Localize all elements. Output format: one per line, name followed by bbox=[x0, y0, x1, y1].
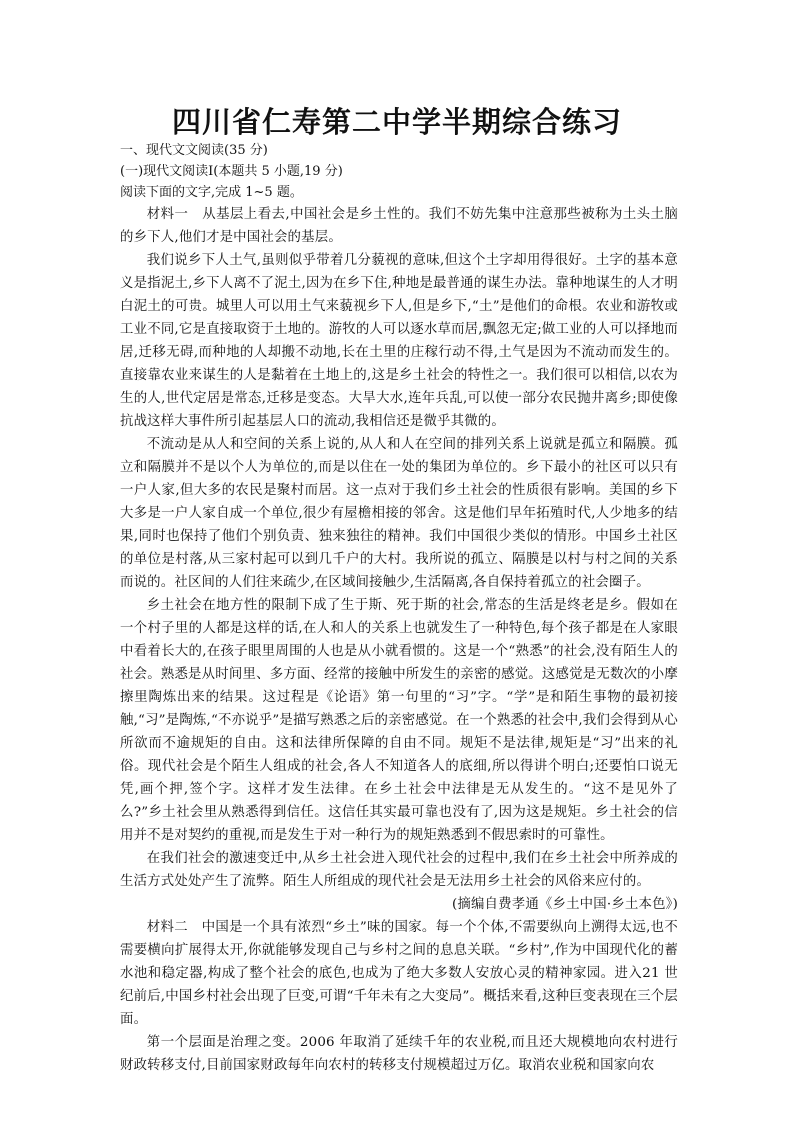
subsection-heading: (一)现代文阅读Ⅰ(本题共 5 小题,19 分) bbox=[120, 164, 343, 179]
paragraph: 乡土社会在地方性的限制下成了生于斯、死于斯的社会,常态的生活是终老是乡。假如在一个村子里的人都是这样的话,在人和人的关系上也就发生了一种特色,每个孩子都是在人家眼中看着长大的,在孩子眼里周围的人也是从小就看惯的。这是一个“熟悉”的社会,没有陌生人的社会。熟悉是从时间里、多方面、经常的接触中所发生的亲密的感觉。这感觉是无数次的小摩擦里陶炼出来的结果。这过程是《论语》第一句里的“习”字。“学”是和陌生事物的最初接触,“习”是陶炼,“不亦说乎”是描写熟悉之后的亲密感觉。在一个熟悉的社会中,我们会得到从心所欲而不逾规矩的自由。这和法律所保障的自由不同。规矩不是法律,规矩是“习”出来的礼俗。现代社会是个陌生人组成的社会,各人不知道各人的底细,所以得讲个明白;还要怕口说无凭,画个押,签个字。这样才发生法律。在乡土社会中法律是无从发生的。“这不是见外了么?”乡土社会里从熟悉得到信任。这信任其实最可靠也没有了,因为这是规矩。乡土社会的信用并不是对契约的重视,而是发生于对一种行为的规矩熟悉到不假思索时的可靠性。 bbox=[120, 598, 678, 843]
paragraph: 材料二 中国是一个具有浓烈“乡土”味的国家。每一个个体,不需要纵向上溯得太远,也不需要横向扩展得太开,你就能够发现自己与乡村之间的息息关联。“乡村”,作为中国现代化的蓄水池和稳定器,构成了整个社会的底色,也成为了绝大多数人安放心灵的精神家园。进入21 世纪前后,中国乡村社会出现了巨变,可谓“千年未有之大变局”。概括来看,这种巨变表现在三个层面。 bbox=[120, 920, 678, 1027]
source-citation: (摘编自费孝通《乡土中国·乡土本色》) bbox=[451, 897, 678, 912]
paragraph: 在我们社会的激速变迁中,从乡土社会进入现代社会的过程中,我们在乡土社会中所养成的生活方式处处产生了流弊。陌生人所组成的现代社会是无法用乡土社会的风俗来应付的。 bbox=[120, 851, 678, 889]
reading-instruction: 阅读下面的文字,完成 1~5 题。 bbox=[120, 185, 303, 200]
paragraph: 第一个层面是治理之变。2006 年取消了延续千年的农业税,而且还大规模地向农村进行财政转移支付,目前国家财政每年向农村的转移支付规模超过万亿。取消农业税和国家向农 bbox=[120, 1035, 678, 1073]
page-title: 四川省仁寿第二中学半期综合练习 bbox=[171, 105, 622, 139]
article-body bbox=[120, 203, 678, 1077]
paragraph: 材料一 从基层上看去,中国社会是乡土性的。我们不妨先集中注意那些被称为土头土脑的乡下人,他们才是中国社会的基层。 bbox=[120, 207, 678, 245]
paragraph: 不流动是从人和空间的关系上说的,从人和人在空间的排列关系上说就是孤立和隔膜。孤立和隔膜并不是以个人为单位的,而是以住在一处的集团为单位的。乡下最小的社区可以只有一户人家,但大多的农民是聚村而居。这一点对于我们乡土社会的性质很有影响。美国的乡下大多是一户人家自成一个单位,很少有屋檐相接的邻舍。这是他们早年拓殖时代,人少地多的结果,同时也保持了他们个别负责、独来独往的精神。我们中国很少类似的情形。中国乡土社区的单位是村落,从三家村起可以到几千户的大村。我所说的孤立、隔膜是以村与村之间的关系而说的。社区间的人们往来疏少,在区域间接触少,生活隔离,各自保持着孤立的社会圈子。 bbox=[120, 437, 678, 590]
section-heading: 一、现代文文阅读(35 分) bbox=[120, 143, 268, 158]
paragraph: 我们说乡下人土气,虽则似乎带着几分藐视的意味,但这个土字却用得很好。土字的基本意义是指泥土,乡下人离不了泥土,因为在乡下住,种地是最普通的谋生办法。靠种地谋生的人才明白泥土的可贵。城里人可以用土气来藐视乡下人,但是乡下,“土”是他们的命根。农业和游牧或工业不同,它是直接取资于土地的。游牧的人可以逐水草而居,飘忽无定;做工业的人可以择地而居,迁移无碍,而种地的人却搬不动地,长在土里的庄稼行动不得,土气是因为不流动而发生的。直接靠农业来谋生的人是黏着在土地上的,这是乡土社会的特性之一。我们很可以相信,以农为生的人,世代定居是常态,迁移是变态。大旱大水,连年兵乱,可以使一部分农民抛井离乡;即使像抗战这样大事件所引起基层人口的流动,我相信还是微乎其微的。 bbox=[120, 253, 678, 429]
